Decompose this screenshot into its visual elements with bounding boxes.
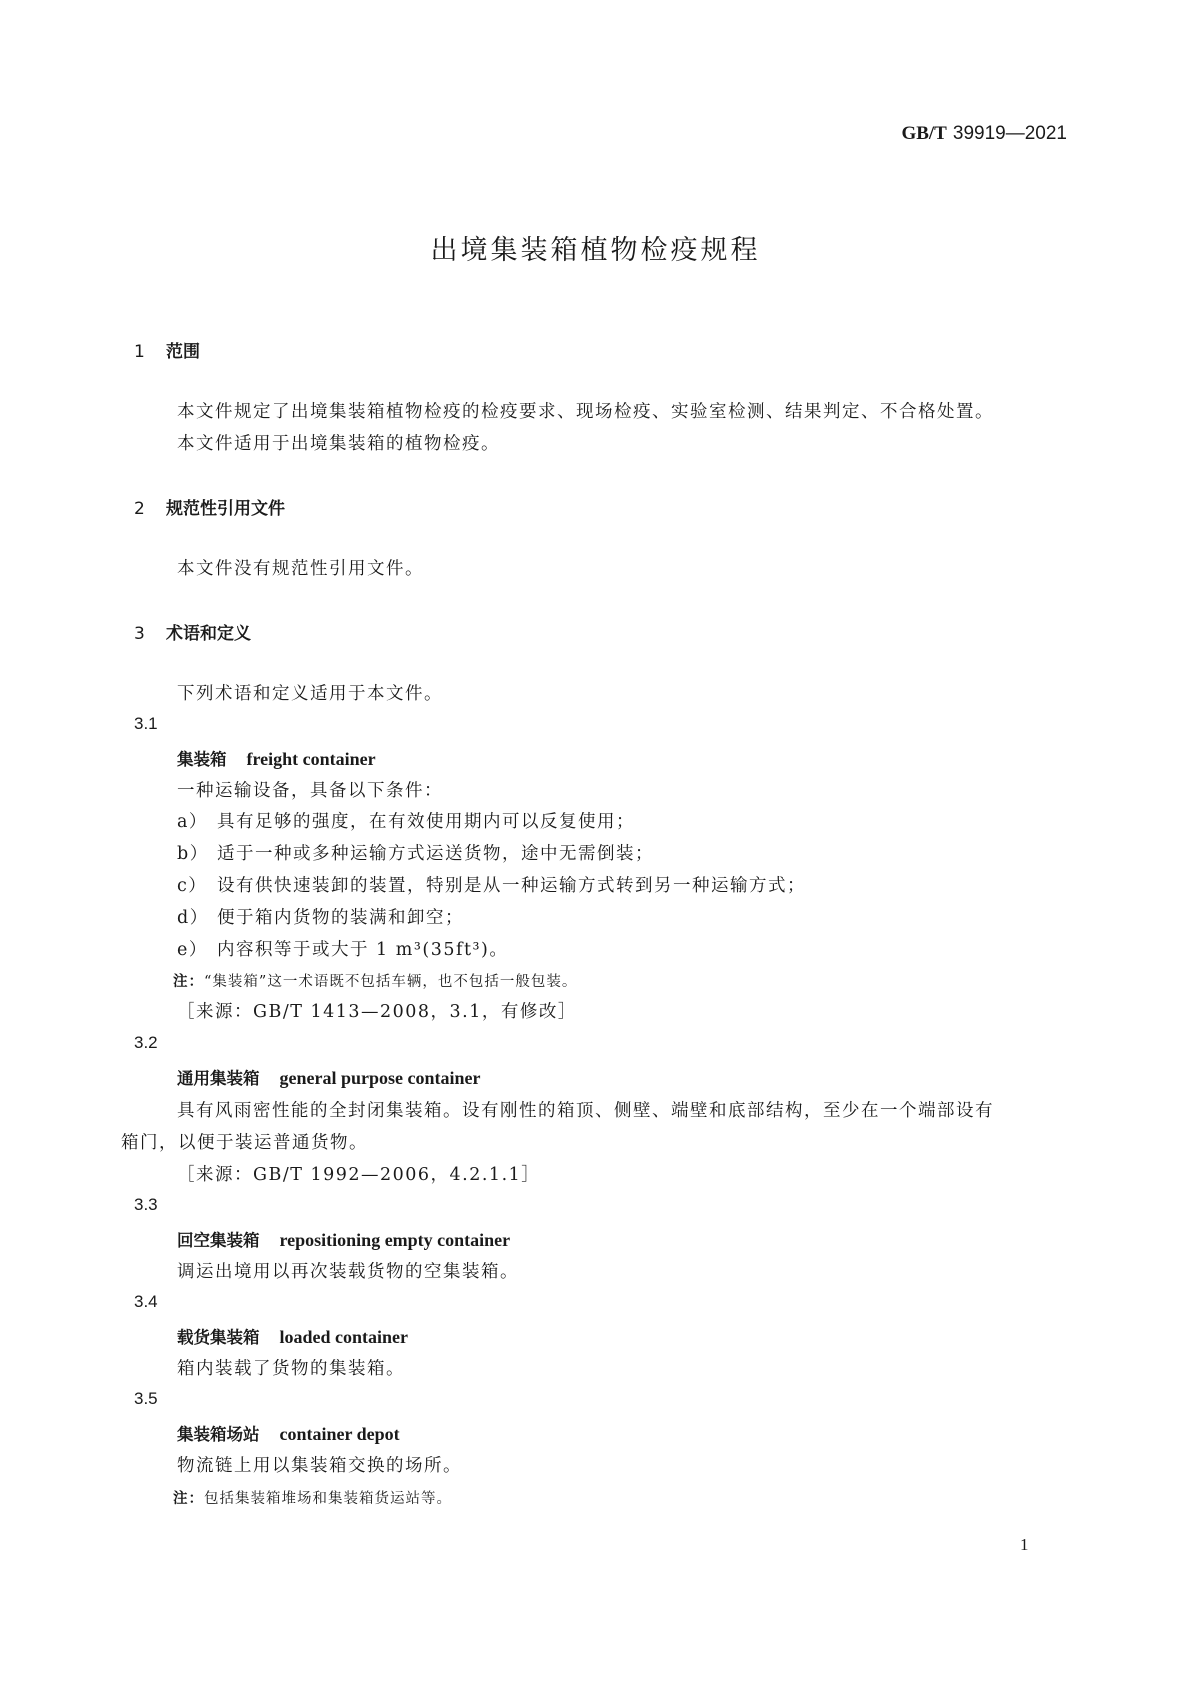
term-title: 集装箱场站 container depot bbox=[177, 1424, 400, 1444]
term-number: 3.5 bbox=[134, 1389, 158, 1408]
note: 注：包括集装箱堆场和集装箱货运站等。 bbox=[173, 1491, 452, 1507]
term-title: 通用集装箱 general purpose container bbox=[177, 1068, 481, 1088]
definition: 一种运输设备，具备以下条件： bbox=[177, 781, 443, 801]
source-citation: ［来源：GB/T 1992—2006，4.2.1.1］ bbox=[177, 1165, 541, 1185]
list-item: a） 具有足够的强度，在有效使用期内可以反复使用； bbox=[177, 812, 635, 832]
paragraph: 本文件没有规范性引用文件。 bbox=[177, 559, 424, 579]
standard-code bbox=[901, 122, 1067, 145]
term-number: 3.2 bbox=[134, 1033, 158, 1052]
section-heading-2: 2 规范性引用文件 bbox=[134, 499, 285, 519]
list-item: e） 内容积等于或大于 1 m³(35ft³)。 bbox=[177, 940, 509, 960]
source-citation: ［来源：GB/T 1413—2008，3.1，有修改］ bbox=[177, 1002, 577, 1022]
definition: 箱内装载了货物的集装箱。 bbox=[177, 1359, 405, 1379]
term-title: 集装箱 freight container bbox=[177, 749, 376, 769]
list-item: c） 设有供快速装卸的装置，特别是从一种运输方式转到另一种运输方式； bbox=[177, 876, 806, 896]
standard-number: 39919—2021 bbox=[952, 123, 1067, 144]
term-number: 3.1 bbox=[134, 714, 158, 733]
paragraph: 下列术语和定义适用于本文件。 bbox=[177, 684, 443, 704]
document-title: 出境集装箱植物检疫规程 bbox=[430, 235, 761, 266]
standard-prefix: GB/T bbox=[901, 123, 947, 144]
list-item: d） 便于箱内货物的装满和卸空； bbox=[177, 908, 464, 928]
paragraph: 本文件适用于出境集装箱的植物检疫。 bbox=[177, 434, 500, 454]
term-number: 3.4 bbox=[134, 1292, 158, 1311]
definition: 具有风雨密性能的全封闭集装箱。设有刚性的箱顶、侧壁、端壁和底部结构，至少在一个端部设有 bbox=[177, 1101, 994, 1121]
section-heading-1: 1 范围 bbox=[134, 342, 200, 362]
note: 注：“集装箱”这一术语既不包括车辆，也不包括一般包装。 bbox=[173, 974, 578, 990]
list-item: b） 适于一种或多种运输方式运送货物，途中无需倒装； bbox=[177, 844, 654, 864]
paragraph: 本文件规定了出境集装箱植物检疫的检疫要求、现场检疫、实验室检测、结果判定、不合格处置。 bbox=[177, 402, 994, 422]
definition: 箱门，以便于装运普通货物。 bbox=[121, 1133, 368, 1153]
definition: 物流链上用以集装箱交换的场所。 bbox=[177, 1456, 462, 1476]
term-title: 载货集装箱 loaded container bbox=[177, 1327, 408, 1347]
page-number: 1 bbox=[1020, 1535, 1029, 1554]
term-number: 3.3 bbox=[134, 1195, 158, 1214]
term-title: 回空集装箱 repositioning empty container bbox=[177, 1230, 511, 1250]
section-heading-3: 3 术语和定义 bbox=[134, 624, 251, 644]
definition: 调运出境用以再次装载货物的空集装箱。 bbox=[177, 1262, 519, 1282]
